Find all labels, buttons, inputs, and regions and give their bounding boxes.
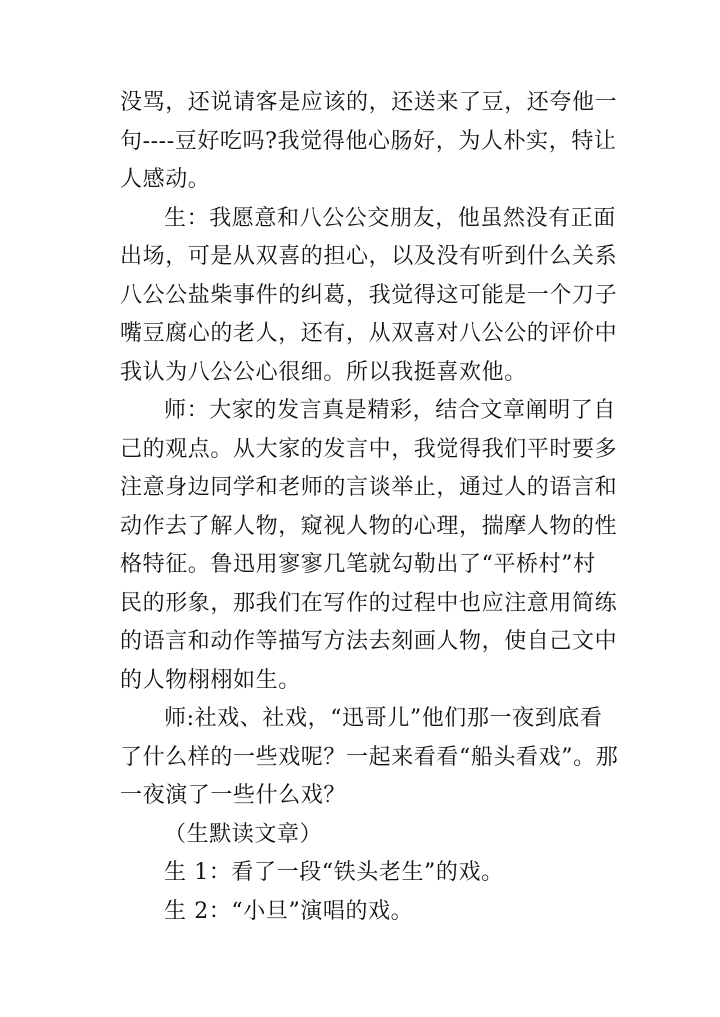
text-line: 了什么样的一些戏呢？一起来看看“船头看戏”。那 <box>120 744 619 770</box>
text-line: 出场，可是从双喜的担心，以及没有听到什么关系 <box>120 244 618 269</box>
text-line: 一夜演了一些什么戏？ <box>120 783 347 808</box>
text-line: 动作去了解人物，窥视人物的心理，揣摩人物的性 <box>120 513 618 539</box>
paragraph-start-line: （生默读文章） <box>164 821 323 847</box>
paragraph-start-line: 生：我愿意和八公公交朋友，他虽然没有正面 <box>164 205 617 231</box>
text-line: 的人物栩栩如生。 <box>120 667 301 693</box>
text-line: 嘴豆腐心的老人，还有，从双喜对八公公的评价中 <box>120 321 618 346</box>
text-line: 的语言和动作等描写方法去刻画人物，使自己文中 <box>120 629 618 654</box>
text-line: 己的观点。从大家的发言中，我觉得我们平时要多 <box>120 436 618 462</box>
text-line: 句----豆好吃吗?我觉得他心肠好，为人朴实，特让 <box>120 128 617 154</box>
text-line: 民的形象，那我们在写作的过程中也应注意用简练 <box>120 590 618 616</box>
paragraph-start-line: 生 2：“小旦”演唱的戏。 <box>164 898 414 924</box>
paragraph-start-line: 师:社戏、社戏，“迅哥儿”他们那一夜到底看 <box>164 706 603 731</box>
paragraph-start-line: 生 1：看了一段“铁头老生”的戏。 <box>164 860 504 885</box>
document-body <box>120 84 619 931</box>
text-line: 我认为八公公心很细。所以我挺喜欢他。 <box>120 359 527 385</box>
text-line: 人感动。 <box>120 167 211 192</box>
text-line: 没骂，还说请客是应该的，还送来了豆，还夸他一 <box>120 90 618 115</box>
paragraph-start-line: 师：大家的发言真是精彩，结合文章阐明了自 <box>164 398 617 423</box>
text-line: 八公公盐柴事件的纠葛，我觉得这可能是一个刀子 <box>120 282 618 308</box>
text-line: 格特征。鲁迅用寥寥几笔就勾勒出了“平桥村”村 <box>120 552 596 577</box>
text-line: 注意身边同学和老师的言谈举止，通过人的语言和 <box>120 475 618 500</box>
